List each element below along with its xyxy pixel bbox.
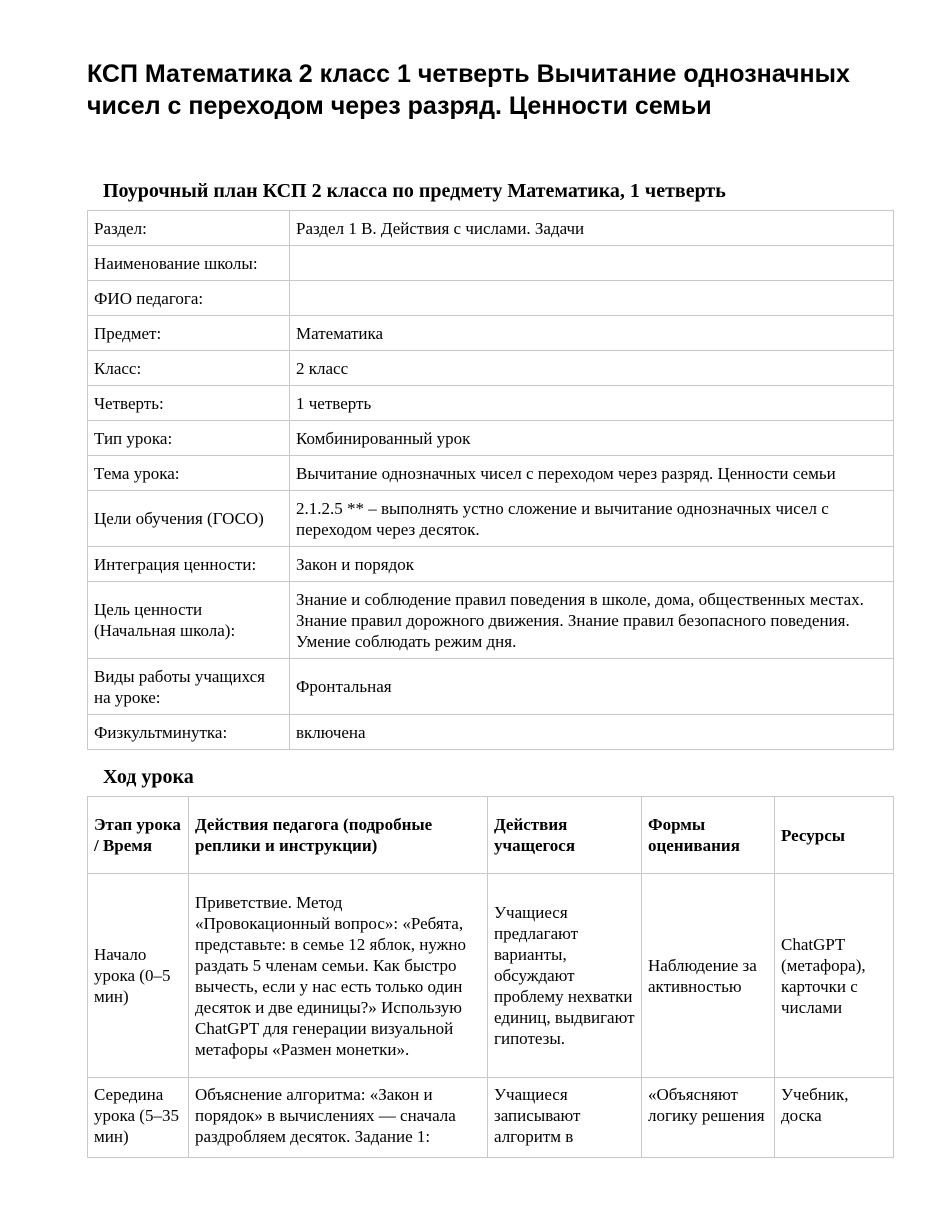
info-row — [88, 211, 894, 246]
column-header-student: Действия учащегося — [488, 797, 642, 874]
info-row — [88, 659, 894, 715]
info-label: Четверть: — [88, 386, 290, 421]
info-row — [88, 547, 894, 582]
info-value: Раздел 1 В. Действия с числами. Задачи — [290, 211, 894, 246]
column-header-teacher: Действия педагога (подробные реплики и инструкции) — [189, 797, 488, 874]
info-table — [87, 210, 894, 750]
info-value: Математика — [290, 316, 894, 351]
resources-cell: ChatGPT (метафора), карточки с числами — [775, 874, 894, 1078]
info-label: Наименование школы: — [88, 246, 290, 281]
column-header-stage: Этап урока / Время — [88, 797, 189, 874]
info-label: Виды работы учащихся на уроке: — [88, 659, 290, 715]
info-value: включена — [290, 715, 894, 750]
student-cell: Учащиеся записывают алгоритм в — [488, 1078, 642, 1158]
stage-cell: Середина урока (5–35 мин) — [88, 1078, 189, 1158]
info-row — [88, 386, 894, 421]
info-row — [88, 351, 894, 386]
document-title: КСП Математика 2 класс 1 четверть Вычитание однозначных чисел с переходом через разряд. Ценности семьи — [87, 60, 850, 120]
info-value — [290, 246, 894, 281]
info-value: 2 класс — [290, 351, 894, 386]
info-row — [88, 715, 894, 750]
info-value: Вычитание однозначных чисел с переходом через разряд. Ценности семьи — [290, 456, 894, 491]
info-row — [88, 316, 894, 351]
info-value: Комбинированный урок — [290, 421, 894, 456]
assessment-cell: Наблюдение за активностью — [642, 874, 775, 1078]
resources-cell: Учебник, доска — [775, 1078, 894, 1158]
lesson-row — [88, 1078, 894, 1158]
info-row — [88, 491, 894, 547]
info-row — [88, 246, 894, 281]
assessment-cell: «Объясняют логику решения — [642, 1078, 775, 1158]
info-label: Интеграция ценности: — [88, 547, 290, 582]
info-value: Знание и соблюдение правил поведения в школе, дома, общественных местах. Знание правил дорожного движения. Знание правил безопасного поведения. Умение соблюдать режим дня. — [290, 582, 894, 659]
lesson-table — [87, 796, 894, 1158]
info-value: 1 четверть — [290, 386, 894, 421]
teacher-cell: Объяснение алгоритма: «Закон и порядок» в вычислениях — сначала раздробляем десяток. Задание 1: — [189, 1078, 488, 1158]
column-header-assessment: Формы оценивания — [642, 797, 775, 874]
student-cell: Учащиеся предлагают варианты, обсуждают проблему нехватки единиц, выдвигают гипотезы. — [488, 874, 642, 1078]
info-label: Раздел: — [88, 211, 290, 246]
info-label: ФИО педагога: — [88, 281, 290, 316]
info-label: Тип урока: — [88, 421, 290, 456]
info-label: Предмет: — [88, 316, 290, 351]
info-row — [88, 421, 894, 456]
plan-heading: Поурочный план КСП 2 класса по предмету Математика, 1 четверть — [103, 180, 726, 202]
info-value — [290, 281, 894, 316]
column-header-resources: Ресурсы — [775, 797, 894, 874]
lesson-heading: Ход урока — [103, 766, 194, 788]
teacher-cell: Приветствие. Метод «Провокационный вопрос»: «Ребята, представьте: в семье 12 яблок, нужно раздать 5 членам семьи. Как быстро вычесть, если у нас есть только один десяток и две единицы?» Использую ChatGPT для генерации визуальной метафоры «Размен монетки». — [189, 874, 488, 1078]
info-row — [88, 281, 894, 316]
info-row — [88, 456, 894, 491]
info-value: Фронтальная — [290, 659, 894, 715]
stage-cell: Начало урока (0–5 мин) — [88, 874, 189, 1078]
info-label: Физкультминутка: — [88, 715, 290, 750]
info-label: Тема урока: — [88, 456, 290, 491]
lesson-row — [88, 874, 894, 1078]
info-label: Цели обучения (ГОСО) — [88, 491, 290, 547]
info-label: Цель ценности (Начальная школа): — [88, 582, 290, 659]
info-label: Класс: — [88, 351, 290, 386]
info-value: 2.1.2.5 ** – выполнять устно сложение и вычитание однозначных чисел с переходом через десяток. — [290, 491, 894, 547]
info-row — [88, 582, 894, 659]
info-value: Закон и порядок — [290, 547, 894, 582]
lesson-header-row — [88, 797, 894, 874]
